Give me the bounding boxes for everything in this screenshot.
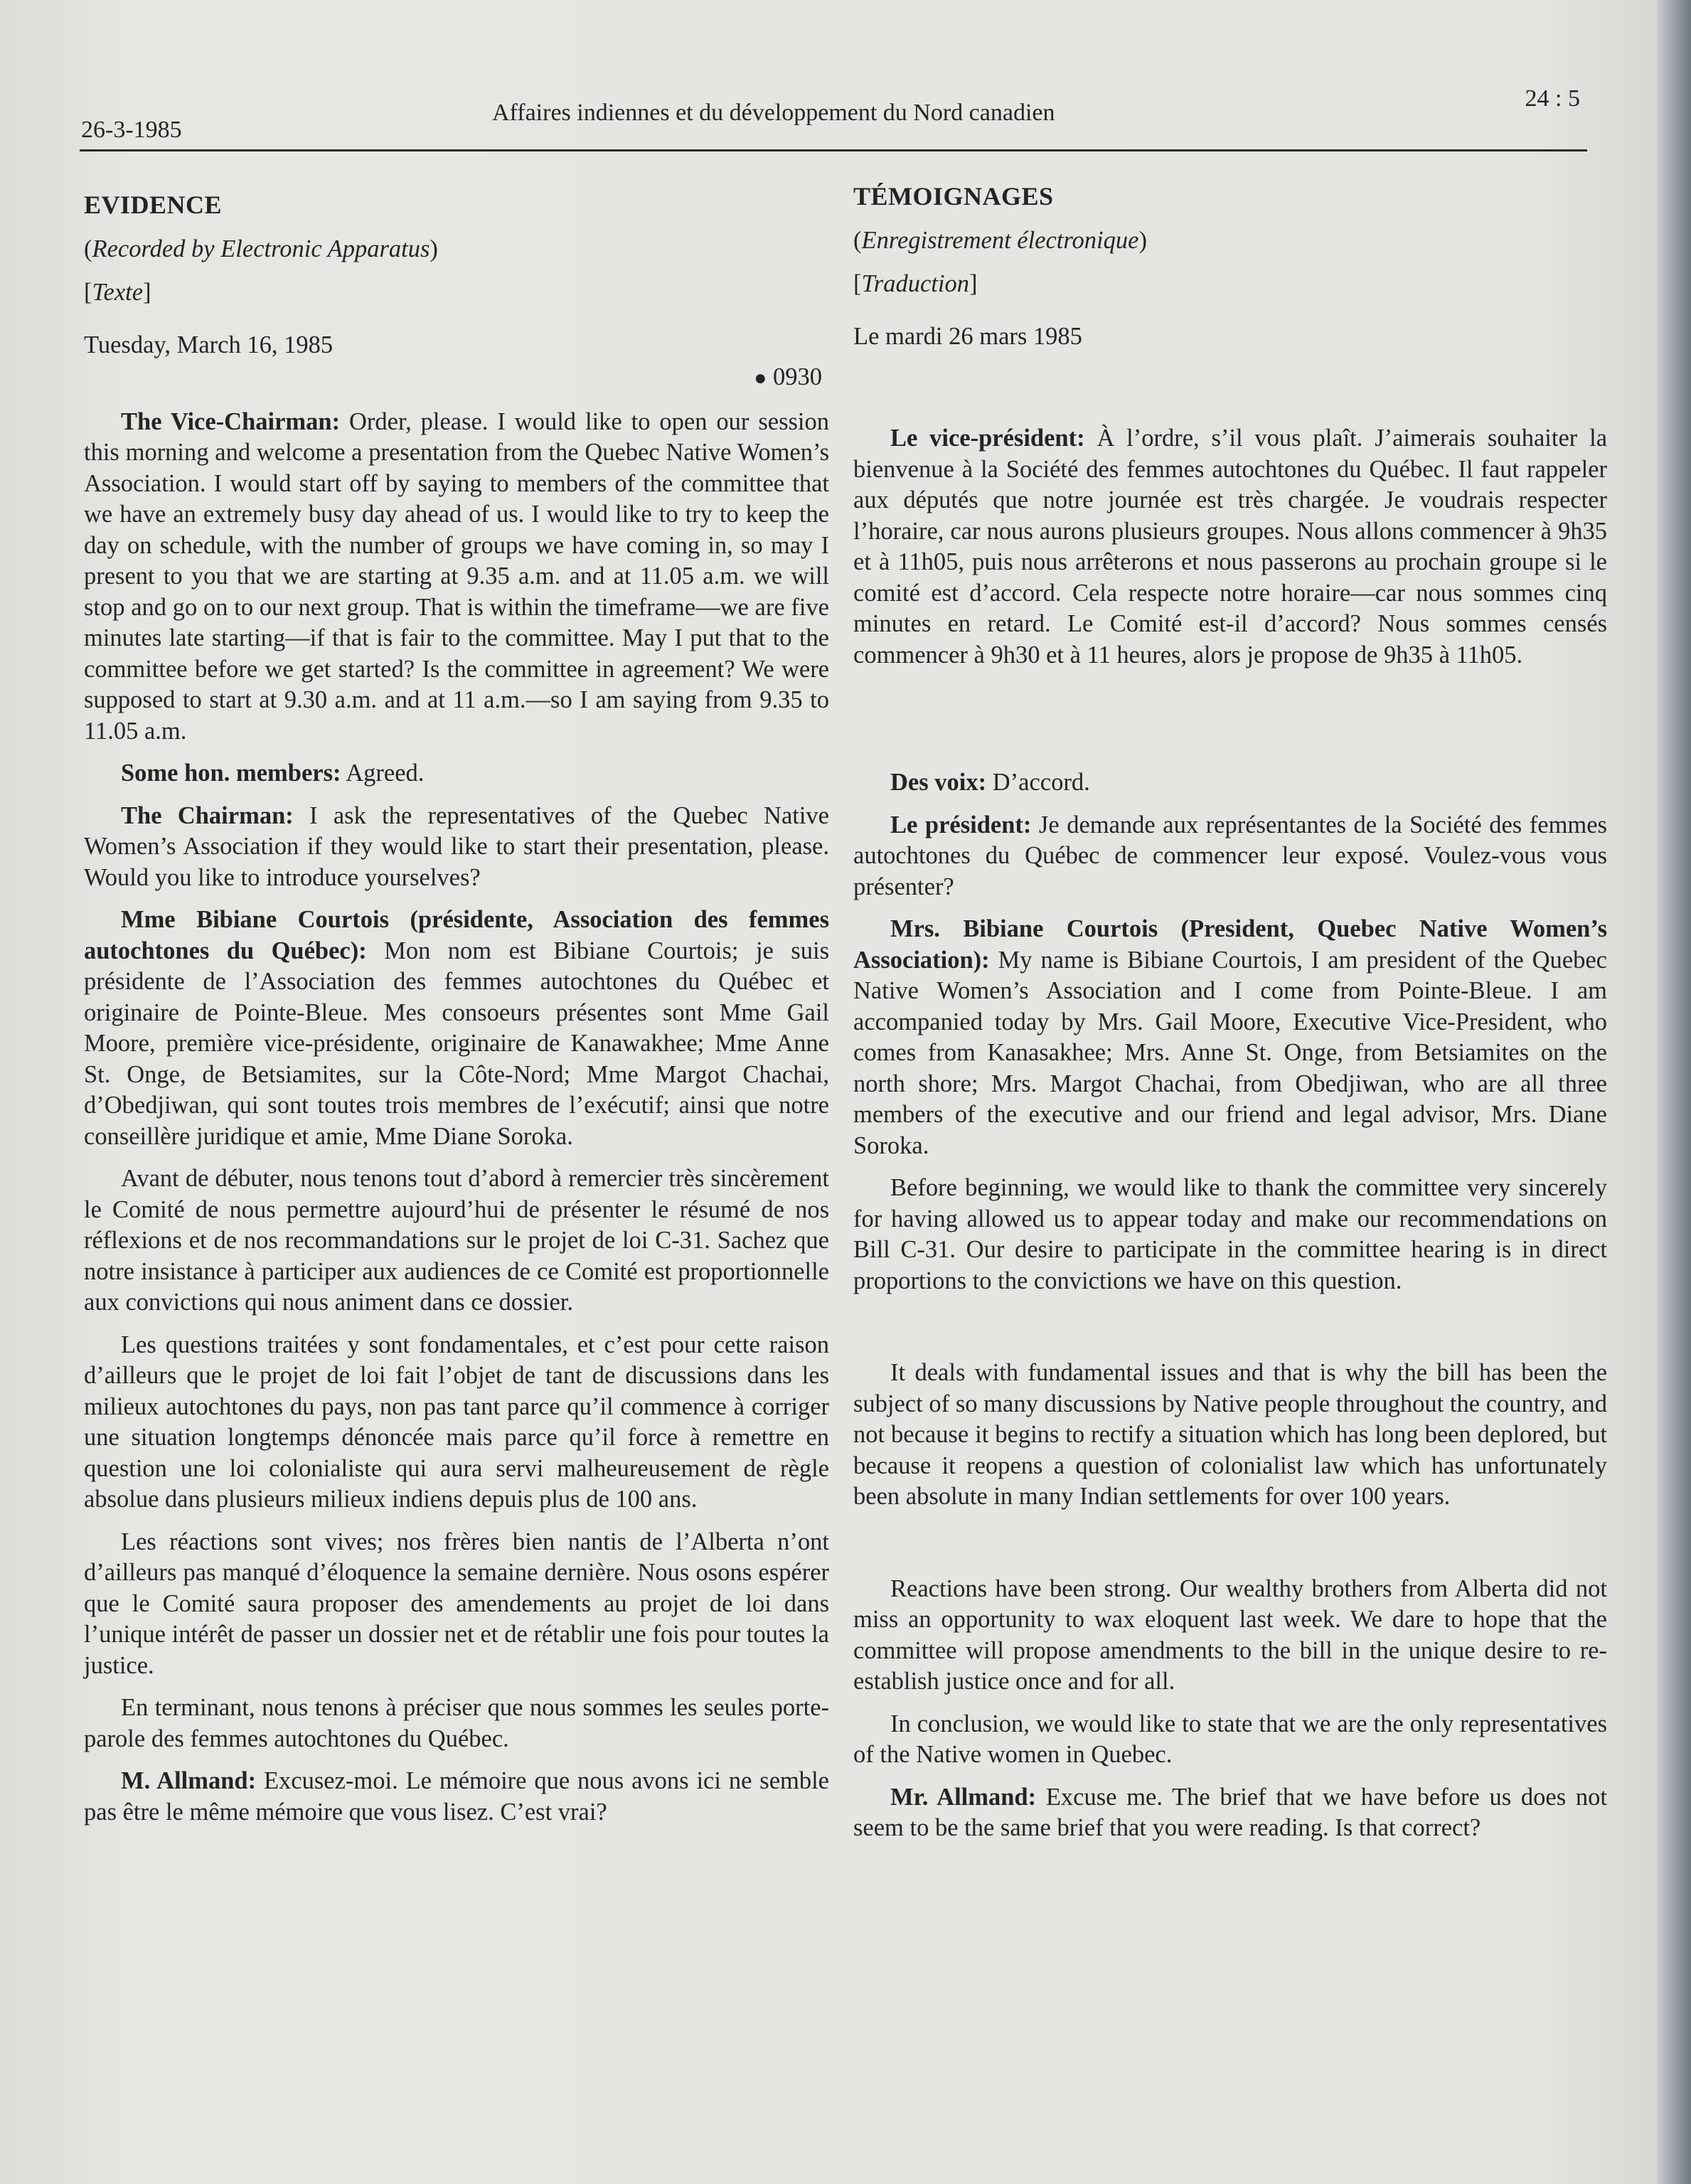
speech-paragraph: It deals with fundamental issues and that is why the bill has been the subject of so many discussions by Native people throughout the country, and not because it begins to rectify a situation which has long been deplored, but because it reopens a question of colonialist law which has unfortunately been absolute in many Indian settlements for over 100 years. [853, 1359, 1607, 1510]
language-tag: [Traduction] [853, 270, 978, 297]
language-tag: [Texte] [84, 279, 151, 306]
speech-paragraph: Des voix: D’accord. [890, 769, 1090, 796]
recording-note: (Recorded by Electronic Apparatus) [84, 235, 438, 262]
speech-paragraph: Mrs. Bibiane Courtois (President, Quebec Native Women’s Association): My name is Bibiane Courtois, I am president of the Quebec Native Women’s Association and I come from Pointe-Bleue. I am accompanied today by Mrs. Gail Moore, Executive Vice-President, who comes from Kanasakhee; Mrs. Anne St. Onge, from Betsiamites on the north shore; Mrs. Margot Chachai, from Obedjiwan, who are all three members of the executive and our friend and legal advisor, Mrs. Diane Soroka. [853, 915, 1607, 1159]
speech-paragraph: Le président: Je demande aux représentantes de la Société des femmes autochtones du Québec de commencer leur exposé. Voulez-vous vous présenter? [853, 811, 1607, 900]
speech-paragraph: The Chairman: I ask the representatives of the Quebec Native Women’s Association if they would like to start their presentation, please. Would you like to introduce yourselves? [84, 801, 829, 891]
header-page-number: 24 : 5 [1525, 85, 1580, 112]
speech-paragraph: Le vice-président: À l’ordre, s’il vous plaît. J’aimerais souhaiter la bienvenue à la Société des femmes autochtones du Québec. Il faut rappeler aux députés que notre journée est très chargée. Je voudrais respecter l’horaire, car nous aurons plusieurs groupes. Nous allons commencer à 9h35 et à 11h05, puis nous arrêterons et nous passerons au prochain groupe si le comité est d’accord. Cela respecte notre horaire—car nous sommes cinq minutes en retard. Le Comité est-il d’accord? Nous sommes censés commencer à 9h30 et à 11 heures, alors je propose de 9h35 à 11h05. [853, 425, 1608, 668]
header-title: Affaires indiennes et du développement du Nord canadien [492, 100, 1055, 126]
speech-paragraph: The Vice-Chairman: Order, please. I would like to open our session this morning and welcome a presentation from the Quebec Native Women’s Association. I would start off by saying to members of the committee that we have an extremely busy day ahead of us. I would like to try to keep the day on schedule, with the number of groups we have coming in, so may I present to you that we are starting at 9.35 a.m. and at 11.05 a.m. we will stop and go on to our next group. That is within the timeframe—we are five minutes late starting—if that is fair to the committee. May I put that to the committee before we get started? Is the committee in agreement? We were supposed to start at 9.30 a.m. and at 11 a.m.—so I am saying from 9.35 to 11.05 a.m. [84, 407, 830, 745]
timecode: ● 0930 [754, 363, 822, 390]
speech-paragraph: Les questions traitées y sont fondamentales, et c’est pour cette raison d’ailleurs que le projet de loi fait l’objet de tant de discussions dans les milieux autochtones du pays, non pas tant parce qu’il commence à corriger une situation longtemps dénoncée mais parce qu’il force à remettre en question une loi colonialiste qui aura servi malheureusement de règle absolue dans plusieurs milieux indiens depuis plus de 100 ans. [84, 1331, 829, 1513]
speech-paragraph: Mme Bibiane Courtois (présidente, Association des femmes autochtones du Québec): Mon nom est Bibiane Courtois; je suis présidente de l’Association des femmes autochtones du Québec et originaire de Pointe-Bleue. Mes consoeurs présentes sont Mme Gail Moore, première vice-présidente, originaire de Kanawakhee; Mme Anne St. Onge, de Betsiamites, sur la Côte-Nord; Mme Margot Chachai, d’Obedjiwan, qui sont toutes trois membres de l’exécutif; ainsi que notre conseillère juridique et amie, Mme Diane Soroka. [84, 906, 829, 1150]
speech-paragraph: Some hon. members: Agreed. [121, 760, 425, 787]
speech-paragraph: Avant de débuter, nous tenons tout d’abord à remercier très sincèrement le Comité de nous permettre aujourd’hui de présenter le résumé de nos réflexions et de nos recommandations sur le projet de loi C-31. Sachez que notre insistance à participer aux audiences de ce Comité est proportionnelle aux convictions qui nous animent dans ce dossier. [84, 1165, 829, 1316]
header-date: 26-3-1985 [81, 117, 182, 143]
running-header [80, 85, 1587, 151]
speech-paragraph: Before beginning, we would like to thank the committee very sincerely for having allowed us to appear today and make our recommendations on Bill C-31. Our desire to participate in the committee hearing is in direct proportions to the convictions we have on this question. [853, 1174, 1607, 1294]
speech-paragraph: In conclusion, we would like to state that we are the only representatives of the Native women in Quebec. [853, 1710, 1607, 1768]
right-column [853, 181, 1607, 1855]
binder-edge [1657, 0, 1691, 2184]
speech-paragraph: Mr. Allmand: Excuse me. The brief that we have before us does not seem to be the same brief that you were reading. Is that correct? [853, 1783, 1607, 1841]
bullet-icon: ● [754, 366, 767, 390]
section-title-evidence: EVIDENCE [84, 191, 223, 219]
session-date: Le mardi 26 mars 1985 [853, 322, 1082, 350]
section-title-temoignages: TÉMOIGNAGES [853, 182, 1054, 211]
session-date: Tuesday, March 16, 1985 [84, 331, 334, 358]
recording-note: (Enregistrement électronique) [853, 226, 1147, 254]
left-column [84, 181, 829, 1839]
speech-paragraph: M. Allmand: Excusez-moi. Le mémoire que nous avons ici ne semble pas être le même mémoire que vous lisez. C’est vrai? [84, 1767, 829, 1826]
speech-paragraph: En terminant, nous tenons à préciser que nous sommes les seules porte-parole des femmes autochtones du Québec. [84, 1694, 829, 1752]
speech-paragraph: Les réactions sont vives; nos frères bien nantis de l’Alberta n’ont d’ailleurs pas manqué d’éloquence la semaine dernière. Nous osons espérer que le Comité saura proposer des amendements au projet de loi dans l’unique intérêt de passer un dossier net et de rétablir une fois pour toutes la justice. [84, 1528, 829, 1679]
speech-paragraph: Reactions have been strong. Our wealthy brothers from Alberta did not miss an opportunity to wax eloquent last week. We dare to hope that the committee will propose amendments to the bill in the unique desire to re-establish justice once and for all. [853, 1575, 1607, 1695]
